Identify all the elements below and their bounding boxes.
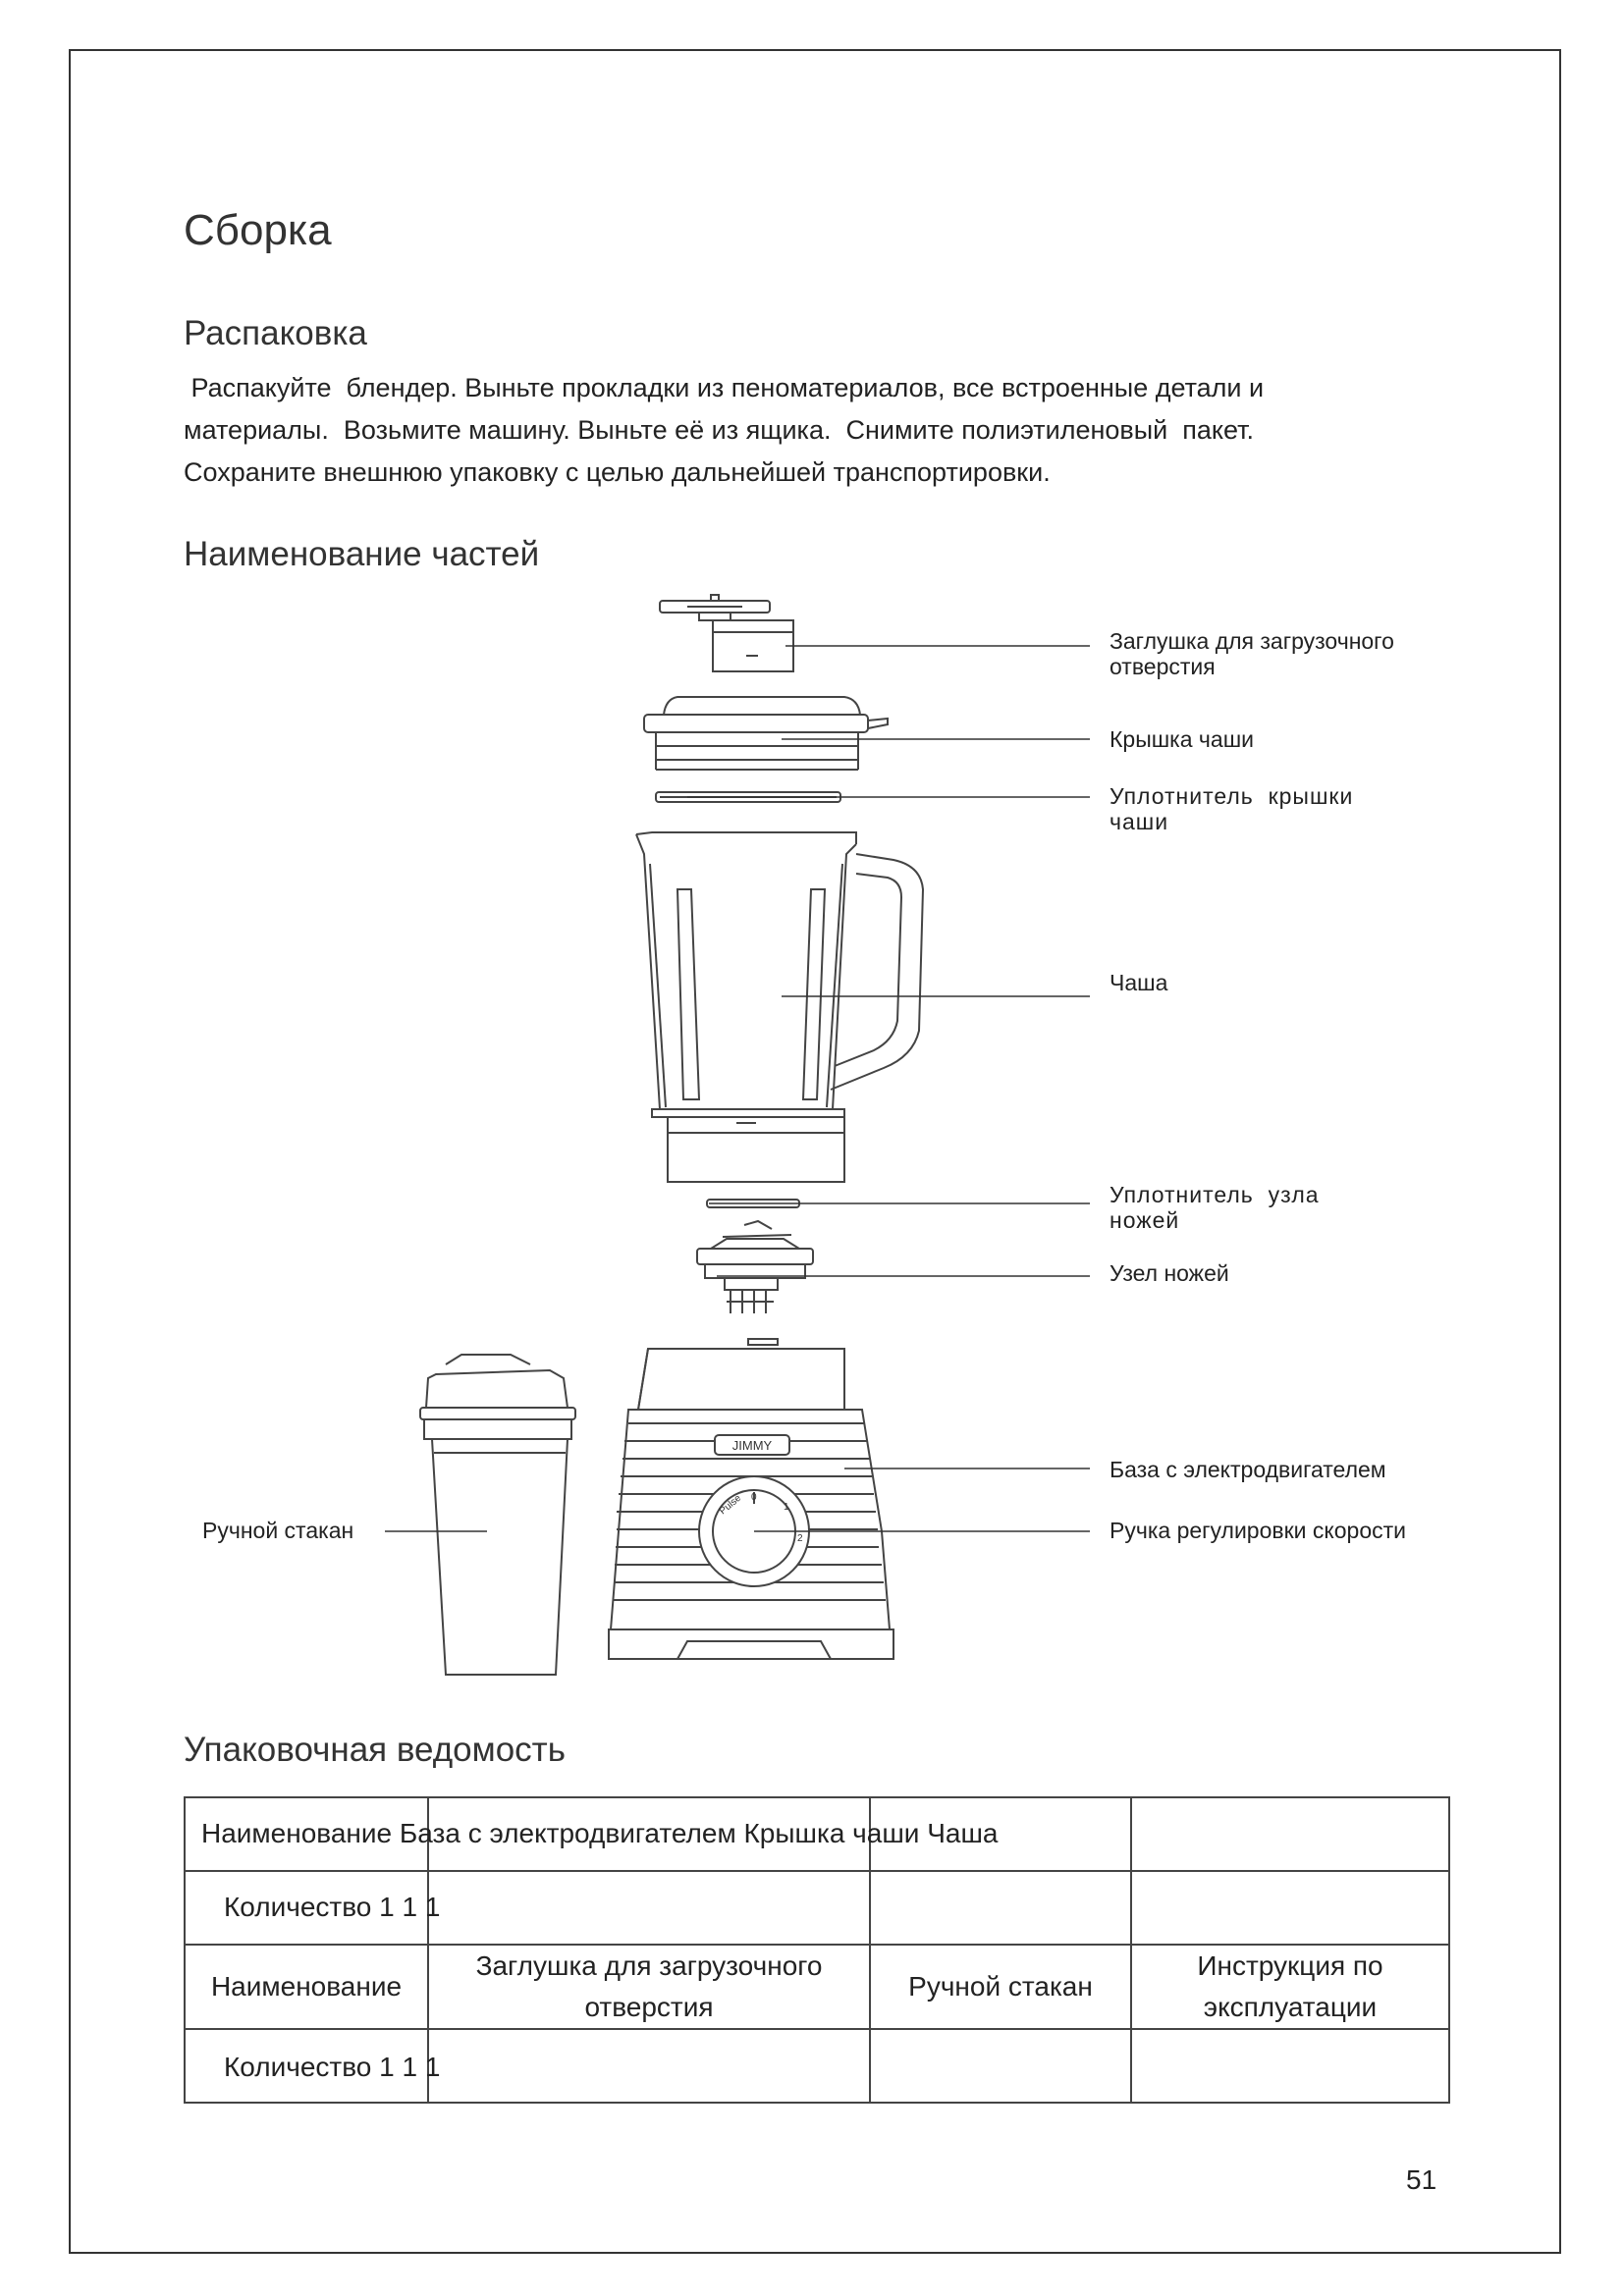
label-lid: Крышка чаши (1110, 726, 1254, 752)
dial-mark-1: 1 (784, 1502, 789, 1513)
page-title: Сборка (184, 206, 332, 254)
page-number: 51 (1406, 2164, 1437, 2195)
leader-lines (385, 646, 1090, 1531)
label-jar: Чаша (1110, 970, 1168, 995)
label-blade-seal: Уплотнитель узла ножей (1110, 1182, 1320, 1233)
row3-cap-cell: Заглушка для загрузочного отверстия (428, 1945, 870, 2029)
lid-drawing (644, 697, 888, 770)
label-motor-base: База с электродвигателем (1110, 1457, 1386, 1482)
unpacking-line-1: Распакуйте блендер. Выньте прокладки из пеноматериалов, все встроенные детали и (184, 373, 1265, 402)
row3-manual-cell: Инструкция по эксплуатации (1131, 1945, 1449, 2029)
label-hand-cup: Ручной стакан (202, 1518, 354, 1543)
table-cell (870, 1871, 1131, 1945)
table-cell (428, 2029, 870, 2103)
row3-name-cell: Наименование (185, 1945, 428, 2029)
dial-mark-2: 2 (797, 1533, 803, 1544)
packing-heading: Упаковочная ведомость (184, 1731, 566, 1769)
label-speed-knob: Ручка регулировки скорости (1110, 1518, 1406, 1543)
hand-cup-drawing (420, 1355, 575, 1675)
table-cell (870, 2029, 1131, 2103)
unpacking-line-3: Сохраните внешнюю упаковку с целью дальнейшей транспортировки. (184, 457, 1051, 487)
table-cell (1131, 1871, 1449, 1945)
label-lid-seal: Уплотнитель крышки чаши (1110, 783, 1354, 834)
table-cell (1131, 1797, 1449, 1871)
row4-text: Количество 1 1 1 (224, 2052, 441, 2082)
row1-text: Наименование База с электродвигателем Крышка чаши Чаша (201, 1818, 999, 1848)
unpacking-line-2: материалы. Возьмите машину. Выньте её из ящика. Снимите полиэтиленовый пакет. (184, 415, 1254, 445)
row3-cup-cell: Ручной стакан (870, 1945, 1131, 2029)
parts-heading: Наименование частей (184, 535, 540, 573)
unpacking-heading: Распаковка (184, 314, 367, 352)
jar-drawing (636, 832, 923, 1182)
blade-assembly-drawing (697, 1221, 813, 1313)
dial-mark-pulse: Pulse (717, 1492, 744, 1518)
label-feed-cap: Заглушка для загрузочного отверстия (1110, 628, 1394, 679)
row2-text: Количество 1 1 1 (224, 1892, 441, 1922)
dial-mark-0: 0 (751, 1492, 757, 1503)
table-cell (1131, 2029, 1449, 2103)
brand-label: JIMMY (731, 1438, 773, 1453)
feed-cap-drawing (660, 595, 793, 671)
table-cell (428, 1871, 870, 1945)
table-row (185, 1945, 1449, 2029)
label-blade-assembly: Узел ножей (1110, 1260, 1229, 1286)
